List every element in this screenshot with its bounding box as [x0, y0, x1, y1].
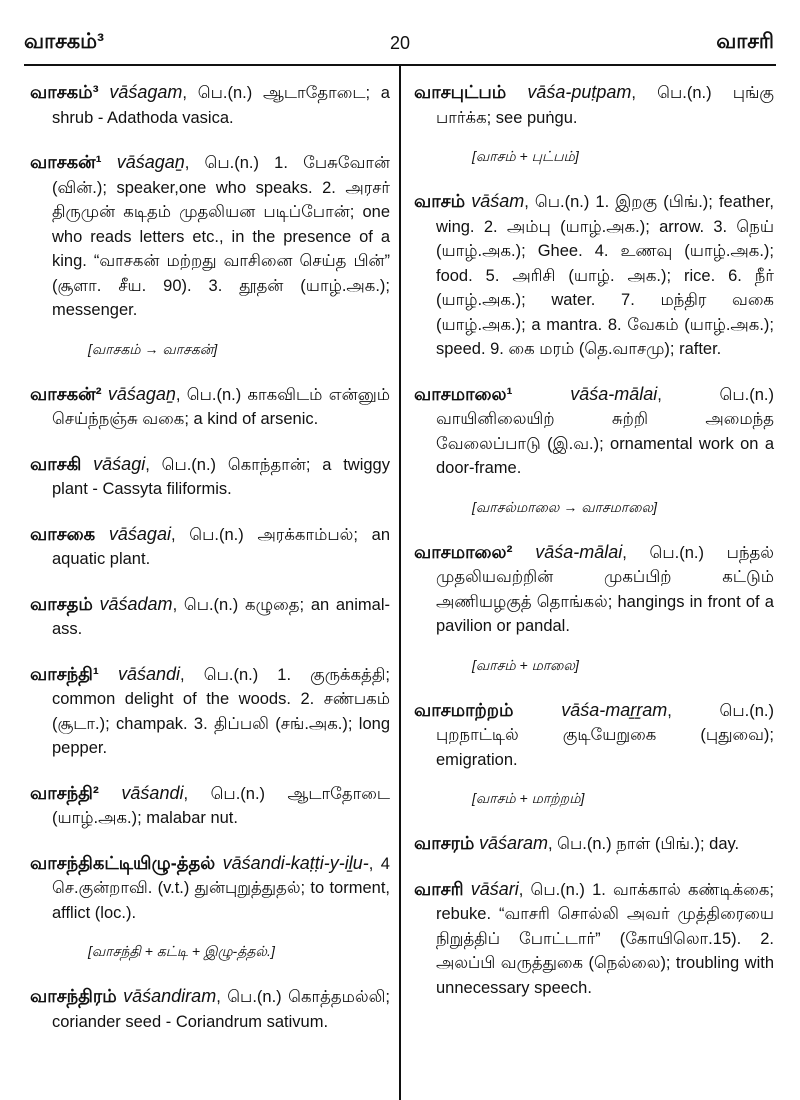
entry-definition: , பெ.(n.) பந்தல் முதலியவற்றின் முகப்பிற் கட்டும் அணியழகுத் தொங்கல்; hangings in front of a pavilion or pandal.	[436, 543, 774, 635]
entry-transliteration: vāśagam	[109, 82, 183, 102]
etymology-note: [வாசம் + புட்பம்]	[472, 148, 579, 164]
dictionary-entry	[30, 80, 390, 130]
dictionary-entry	[414, 382, 774, 481]
entry-transliteration: vāśandi	[121, 782, 184, 803]
dictionary-entry	[414, 698, 774, 773]
entry-headword: வாசகம்³	[30, 82, 99, 102]
dictionary-entry	[30, 781, 390, 831]
etymology-note: [வாசம் + மாலை]	[472, 656, 579, 673]
entry-definition: , பெ.(n.) 1. பேசுவோன் (வின்.); speaker,one who speaks. 2. அரசர் திருமுன் கடிதம் முதலியன படிப்போன்; one who reads letters etc., in the presence of a king. “வாசகன் மற்றது வாசினை செய்த பின்” (சூளா. சீய. 90). 3. தூதன் (யாழ்.அக.); messenger.	[52, 154, 390, 319]
entry-transliteration: vāśagaṉ	[116, 152, 185, 172]
right-column	[414, 80, 774, 1020]
dictionary-entry	[414, 80, 774, 130]
entry-headword: வாசகன்¹	[30, 152, 102, 172]
page-number: 20	[389, 33, 411, 53]
entry-definition: , பெ.(n.) 1. குருக்கத்தி; common delight of the woods. 2. சண்பகம் (சூடா.); champak. 3. திப்பலி (சங்.அக.); long pepper.	[52, 665, 390, 757]
etymology-note: [வாசகம் → வாசகன்]	[88, 340, 218, 357]
entry-transliteration: vāśagi	[93, 453, 146, 474]
entry-transliteration: vāśam	[471, 191, 525, 211]
entry-definition: , பெ.(n.) 1. வாக்கால் கண்டிக்கை; rebuke. “வாசரி சொல்லி அவர் முத்திரையை நிறுத்திப் போட்டார்” (கோயிலொ.15). 2. அலப்பி வருத்துகை (நெல்லை); troubling with unnecessary speech.	[436, 880, 774, 997]
dictionary-entry	[30, 662, 390, 761]
dictionary-entry	[30, 452, 390, 502]
etymology-note: [வாசந்தி + கட்டி + இழு-த்தல்.]	[88, 943, 275, 959]
dictionary-entry	[414, 540, 774, 639]
entry-headword: வாசகன்²	[30, 383, 102, 404]
dictionary-entry	[30, 382, 390, 432]
running-head-right: வாசரி	[716, 30, 774, 53]
entry-definition: , பெ.(n.) 1. இறகு (பிங்.); feather, wing. 2. அம்பு (யாழ்.அக.); arrow. 3. நெய் (யாழ்.அக.); Ghee. 4. உணவு (யாழ்.அக.); food. 5. அரிசி (யாழ். அக.); rice. 6. நீர் (யாழ்.அக.); water. 7. மந்திர வகை (யாழ்.அக.); a mantra. 8. வேகம் (யாழ்.அக.); speed. 9. கை மரம் (தெ.வாசமு); rafter.	[436, 193, 774, 358]
entry-definition: , பெ.(n.) காகவிடம் என்னும் செய்ந்நஞ்சு வகை; a kind of arsenic.	[52, 385, 390, 428]
dictionary-entry	[414, 189, 774, 362]
entry-definition: , பெ.(n.) புங்கு பார்க்க; see puṅgu.	[436, 84, 774, 127]
dictionary-entry	[30, 522, 390, 572]
page-header	[0, 0, 800, 60]
entry-headword: வாசமாலை²	[414, 541, 513, 562]
entry-definition: , பெ.(n.) அரக்காம்பல்; an aquatic plant.	[52, 525, 390, 568]
entry-transliteration: vāśa-maṟṟam	[561, 699, 668, 720]
entry-headword: வாசமாலை¹	[414, 383, 513, 404]
running-head-left: வாசகம்³	[24, 30, 105, 53]
entry-headword: வாசகி	[30, 453, 82, 474]
entry-definition: , பெ.(n.) ஆடாதோடை; a shrub - Adathoda vasica.	[52, 84, 390, 127]
entry-transliteration: vāśari	[470, 878, 519, 899]
entry-definition: , 4 செ.குன்றாவி. (v.t.) துன்புறுத்துதல்; to torment, afflict (loc.).	[52, 854, 390, 922]
entry-headword: வாசமாற்றம்	[414, 699, 514, 720]
entry-definition: , பெ.(n.) வாயினிலையிற் சுற்றி அமைந்த வேலைப்பாடு (இ.வ.); ornamental work on a door-frame.	[436, 385, 774, 477]
entry-definition: , பெ.(n.) ஆடாதோடை (யாழ்.அக.); malabar nut.	[52, 784, 390, 827]
entry-transliteration: vāśandi-kaṭṭi-y-iḻu-	[222, 852, 369, 873]
entry-transliteration: vāśaram	[478, 833, 549, 853]
entry-definition: , பெ.(n.) நாள் (பிங்.); day.	[548, 835, 740, 853]
entry-definition: , பெ.(n.) கொந்தான்; a twiggy plant - Cassyta filiformis.	[52, 455, 390, 498]
entry-headword: வாசபுட்பம்	[414, 82, 507, 102]
entry-headword: வாசகை	[30, 523, 96, 544]
entry-headword: வாசந்தி¹	[30, 663, 99, 684]
entry-transliteration: vāśandi	[118, 663, 181, 684]
entry-definition: , பெ.(n.) புறநாட்டில் குடியேறுகை (புதுவை); emigration.	[436, 701, 774, 769]
entry-definition: , பெ.(n.) கொத்தமல்லி; coriander seed - Coriandrum sativum.	[52, 988, 390, 1031]
dictionary-entry	[30, 150, 390, 323]
entry-headword: வாசதம்	[30, 593, 93, 614]
column-divider	[399, 66, 401, 1100]
entry-transliteration: vāśandiram	[123, 986, 217, 1006]
entry-transliteration: vāśa-puṭpam	[527, 82, 632, 102]
entry-headword: வாசந்திரம்	[30, 986, 117, 1006]
entry-transliteration: vāśagaṉ	[107, 383, 176, 404]
etymology-note: [வாசம் + மாற்றம்]	[472, 790, 585, 806]
entry-definition: , பெ.(n.) கழுதை; an animal-ass.	[52, 595, 390, 638]
entry-headword: வாசரம்	[414, 833, 475, 853]
dictionary-entry	[30, 592, 390, 642]
left-column	[30, 80, 390, 1054]
entry-headword: வாசந்தி²	[30, 782, 99, 803]
entry-transliteration: vāśadam	[99, 593, 173, 614]
entry-transliteration: vāśa-mālai	[535, 541, 623, 562]
entry-transliteration: vāśa-mālai	[570, 383, 658, 404]
dictionary-entry	[414, 831, 774, 857]
dictionary-entry	[30, 984, 390, 1034]
entry-headword: வாசம்	[414, 191, 466, 211]
etymology-note: [வாசல்மாலை → வாசமாலை]	[472, 498, 658, 515]
entry-transliteration: vāśagai	[108, 523, 171, 544]
dictionary-entry	[414, 877, 774, 1001]
dictionary-entry	[30, 851, 390, 926]
entry-headword: வாசந்திகட்டியிழு-த்தல்	[30, 852, 216, 873]
entry-headword: வாசரி	[414, 878, 464, 899]
